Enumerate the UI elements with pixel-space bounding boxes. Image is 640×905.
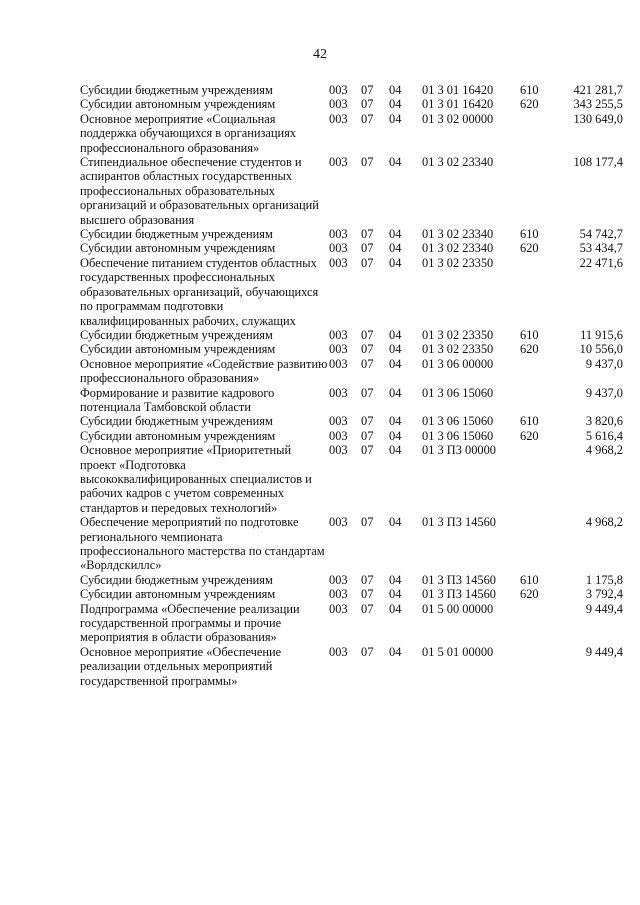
row-ved-code: 003 (329, 83, 348, 97)
row-target-article-code: 01 3 01 16420 (422, 97, 494, 112)
row-amount: 9 437,0 (585, 356, 623, 371)
row-ved-code: 003 (329, 342, 348, 357)
row-amount: 9 437,0 (585, 385, 623, 400)
row-name: Обеспечение мероприятий по подготовке регионального чемпионата профессионального мастерства по стандартам «Ворлдскиллс» (80, 515, 325, 573)
row-ved-code: 003 (329, 255, 348, 270)
row-section-code: 07 (361, 443, 374, 458)
row-target-article-code: 01 3 06 15060 (422, 428, 494, 443)
table-row (80, 429, 623, 443)
row-name: Формирование и развитие кадрового потенциала Тамбовской области (80, 385, 275, 414)
row-ved-code: 003 (329, 443, 348, 458)
row-section-code: 07 (361, 515, 374, 530)
row-expense-type-code (520, 155, 558, 227)
row-amount: 130 649,0 (573, 111, 623, 126)
row-section-code: 07 (361, 356, 374, 371)
row-subsection-code: 04 (389, 83, 402, 97)
row-target-article-code: 01 5 00 00000 (422, 601, 494, 616)
row-amount: 1 175,8 (585, 572, 623, 587)
row-target-article-code: 01 3 П3 00000 (422, 443, 496, 458)
row-section-code: 07 (361, 97, 374, 112)
row-expense-type-code (520, 602, 558, 645)
row-expense-type-code (520, 443, 558, 515)
row-subsection-code: 04 (389, 601, 402, 616)
row-expense-type-code: 610 (520, 414, 539, 429)
row-section-code: 07 (361, 83, 374, 97)
table-row (80, 97, 623, 111)
row-target-article-code: 01 3 06 15060 (422, 385, 494, 400)
row-expense-type-code: 620 (520, 97, 539, 112)
table-row (80, 515, 623, 573)
page-number: 42 (313, 47, 327, 62)
row-name: Подпрограмма «Обеспечение реализации государственной программы и прочие мероприятия в области образования» (80, 601, 300, 645)
row-expense-type-code: 620 (520, 428, 539, 443)
row-subsection-code: 04 (389, 443, 402, 458)
row-amount: 421 281,7 (573, 83, 623, 97)
budget-table-body (80, 83, 623, 688)
row-section-code: 07 (361, 572, 374, 587)
row-name: Основное мероприятие «Содействие развитию профессионального образования» (80, 356, 328, 386)
row-amount: 54 742,7 (579, 227, 623, 242)
row-section-code: 07 (361, 601, 374, 616)
row-name: Стипендиальное обеспечение студентов и аспирантов областных государственных профессиональных образовательных организаций и образовательных организаций высшего образования (80, 155, 319, 227)
row-subsection-code: 04 (389, 342, 402, 357)
row-section-code: 07 (361, 587, 374, 602)
budget-table (80, 83, 623, 688)
row-ved-code: 003 (329, 515, 348, 530)
row-ved-code: 003 (329, 414, 348, 429)
row-name: Основное мероприятие «Обеспечение реализации отдельных мероприятий государственной программы» (80, 644, 282, 688)
row-amount: 9 449,4 (585, 644, 623, 659)
row-amount: 3 792,4 (585, 587, 623, 602)
row-target-article-code: 01 5 01 00000 (422, 644, 494, 659)
row-name: Субсидии автономным учреждениям (80, 97, 276, 112)
table-row (80, 645, 623, 688)
table-row (80, 227, 623, 241)
row-subsection-code: 04 (389, 255, 402, 270)
row-amount: 3 820,6 (585, 414, 623, 429)
row-amount: 343 255,5 (573, 97, 623, 112)
row-subsection-code: 04 (389, 587, 402, 602)
row-ved-code: 003 (329, 97, 348, 112)
table-row (80, 573, 623, 587)
row-amount: 9 449,4 (585, 601, 623, 616)
row-expense-type-code: 620 (520, 342, 539, 357)
table-row (80, 241, 623, 255)
row-target-article-code: 01 3 П3 14560 (422, 572, 496, 587)
row-amount: 10 556,0 (579, 342, 623, 357)
table-row (80, 357, 623, 386)
table-row (80, 83, 623, 97)
row-ved-code: 003 (329, 601, 348, 616)
row-target-article-code: 01 3 02 23350 (422, 327, 494, 342)
row-amount: 4 968,2 (585, 443, 623, 458)
row-expense-type-code (520, 256, 558, 328)
table-row (80, 155, 623, 227)
row-expense-type-code: 610 (520, 572, 539, 587)
row-amount: 108 177,4 (573, 155, 623, 170)
row-ved-code: 003 (329, 227, 348, 242)
row-name: Субсидии бюджетным учреждениям (80, 227, 273, 242)
row-subsection-code: 04 (389, 414, 402, 429)
row-subsection-code: 04 (389, 155, 402, 170)
row-subsection-code: 04 (389, 327, 402, 342)
row-subsection-code: 04 (389, 644, 402, 659)
row-amount: 53 434,7 (579, 241, 623, 256)
row-section-code: 07 (361, 428, 374, 443)
row-name: Основное мероприятие «Приоритетный проект «Подготовка высококвалифицированных специалистов и рабочих кадров с учетом современных стандартов и передовых технологий» (80, 443, 312, 515)
row-section-code: 07 (361, 327, 374, 342)
row-name: Субсидии бюджетным учреждениям (80, 83, 273, 97)
row-ved-code: 003 (329, 572, 348, 587)
row-section-code: 07 (361, 255, 374, 270)
row-ved-code: 003 (329, 385, 348, 400)
row-expense-type-code (520, 386, 558, 415)
row-subsection-code: 04 (389, 385, 402, 400)
row-target-article-code: 01 3 02 23350 (422, 342, 494, 357)
row-subsection-code: 04 (389, 515, 402, 530)
row-ved-code: 003 (329, 327, 348, 342)
row-expense-type-code (520, 515, 558, 573)
row-section-code: 07 (361, 644, 374, 659)
row-name: Субсидии бюджетным учреждениям (80, 572, 273, 587)
row-amount: 4 968,2 (585, 515, 623, 530)
row-subsection-code: 04 (389, 428, 402, 443)
row-target-article-code: 01 3 П3 14560 (422, 515, 496, 530)
row-name: Субсидии автономным учреждениям (80, 241, 276, 256)
row-amount: 22 471,6 (579, 255, 623, 270)
row-name: Основное мероприятие «Социальная поддержка обучающихся в организациях профессионального образования» (80, 111, 297, 155)
row-target-article-code: 01 3 02 00000 (422, 111, 494, 126)
row-target-article-code: 01 3 02 23350 (422, 255, 494, 270)
row-expense-type-code: 610 (520, 327, 539, 342)
row-section-code: 07 (361, 241, 374, 256)
table-row (80, 256, 623, 328)
row-amount: 11 915,6 (580, 327, 623, 342)
row-ved-code: 003 (329, 428, 348, 443)
row-subsection-code: 04 (389, 227, 402, 242)
row-target-article-code: 01 3 02 23340 (422, 155, 494, 170)
row-target-article-code: 01 3 02 23340 (422, 227, 494, 242)
table-row (80, 386, 623, 415)
row-section-code: 07 (361, 414, 374, 429)
row-name: Субсидии бюджетным учреждениям (80, 327, 273, 342)
row-subsection-code: 04 (389, 572, 402, 587)
row-ved-code: 003 (329, 111, 348, 126)
row-ved-code: 003 (329, 241, 348, 256)
row-section-code: 07 (361, 342, 374, 357)
row-target-article-code: 01 3 06 00000 (422, 356, 494, 371)
row-name: Субсидии бюджетным учреждениям (80, 414, 273, 429)
row-amount: 5 616,4 (585, 428, 623, 443)
row-subsection-code: 04 (389, 241, 402, 256)
row-expense-type-code (520, 645, 558, 688)
row-section-code: 07 (361, 227, 374, 242)
row-ved-code: 003 (329, 644, 348, 659)
row-section-code: 07 (361, 155, 374, 170)
row-name: Субсидии автономным учреждениям (80, 587, 276, 602)
table-row (80, 342, 623, 356)
row-target-article-code: 01 3 П3 14560 (422, 587, 496, 602)
row-section-code: 07 (361, 385, 374, 400)
row-ved-code: 003 (329, 587, 348, 602)
row-subsection-code: 04 (389, 111, 402, 126)
table-row (80, 587, 623, 601)
row-expense-type-code: 620 (520, 241, 539, 256)
row-expense-type-code (520, 112, 558, 155)
row-subsection-code: 04 (389, 356, 402, 371)
row-expense-type-code: 620 (520, 587, 539, 602)
row-section-code: 07 (361, 111, 374, 126)
row-expense-type-code: 610 (520, 227, 539, 242)
row-target-article-code: 01 3 06 15060 (422, 414, 494, 429)
row-target-article-code: 01 3 02 23340 (422, 241, 494, 256)
table-row (80, 112, 623, 155)
table-row (80, 414, 623, 428)
table-row (80, 328, 623, 342)
row-name: Обеспечение питанием студентов областных государственных профессиональных образовательных организаций, обучающихся по программам подготовки квалифицированных рабочих, служащих (80, 255, 319, 328)
row-target-article-code: 01 3 01 16420 (422, 83, 494, 97)
row-ved-code: 003 (329, 155, 348, 170)
row-ved-code: 003 (329, 356, 348, 371)
row-subsection-code: 04 (389, 97, 402, 112)
row-name: Субсидии автономным учреждениям (80, 428, 276, 443)
row-expense-type-code: 610 (520, 83, 539, 97)
row-expense-type-code (520, 357, 558, 386)
row-name: Субсидии автономным учреждениям (80, 342, 276, 357)
table-row (80, 602, 623, 645)
table-row (80, 443, 623, 515)
